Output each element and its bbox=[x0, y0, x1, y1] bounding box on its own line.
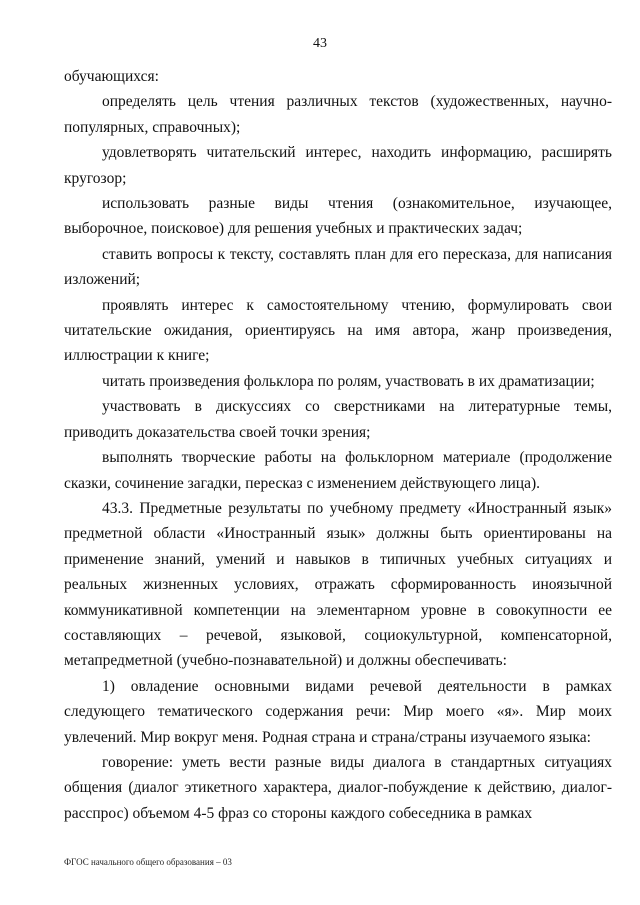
page-footer: ФГОС начального общего образования – 03 bbox=[64, 857, 232, 867]
document-body bbox=[64, 64, 612, 826]
list-item: 1) овладение основными видами речевой деятельности в рамках следующего тематического содержания речи: Мир моего «я». Мир моих увлечений. Мир вокруг меня. Родная страна и страна/страны изучаемого языка: bbox=[64, 677, 612, 746]
paragraph: определять цель чтения различных текстов (художественных, научно-популярных, справочных); bbox=[64, 93, 612, 136]
paragraph: обучающихся: bbox=[64, 68, 159, 85]
page-number: 43 bbox=[313, 36, 327, 51]
paragraph: читать произведения фольклора по ролям, участвовать в их драматизации; bbox=[102, 372, 595, 390]
paragraph: использовать разные виды чтения (ознакомительное, изучающее, выборочное, поисковое) для решения учебных и практических задач; bbox=[64, 195, 612, 238]
paragraph: говорение: уметь вести разные виды диалога в стандартных ситуациях общения (диалог этикетного характера, диалог-побуждение к действию, диалог-расспрос) объемом 4-5 фраз со стороны каждого собеседника в рамках bbox=[64, 753, 612, 822]
paragraph: удовлетворять читательский интерес, находить информацию, расширять кругозор; bbox=[64, 144, 612, 187]
section-paragraph: 43.3. Предметные результаты по учебному предмету «Иностранный язык» предметной области «Иностранный язык» должны быть ориентированы на применение знаний, умений и навыков в типичных учебных ситуациях и реальных жизненных условиях, отражать сформированность иноязычной коммуникативной компетенции на элементарном уровне в совокупности ее составляющих – речевой, языковой, социокультурной, компенсаторной, метапредметной (учебно-познавательной) и должны обеспечивать: bbox=[64, 499, 612, 670]
paragraph: проявлять интерес к самостоятельному чтению, формулировать свои читательские ожидания, ориентируясь на имя автора, жанр произведения, иллюстрации к книге; bbox=[64, 296, 612, 365]
paragraph: участвовать в дискуссиях со сверстниками на литературные темы, приводить доказательства своей точки зрения; bbox=[64, 398, 612, 441]
paragraph: выполнять творческие работы на фольклорном материале (продолжение сказки, сочинение загадки, пересказ с изменением действующего лица). bbox=[64, 449, 612, 492]
paragraph: ставить вопросы к тексту, составлять план для его пересказа, для написания изложений; bbox=[64, 245, 612, 289]
